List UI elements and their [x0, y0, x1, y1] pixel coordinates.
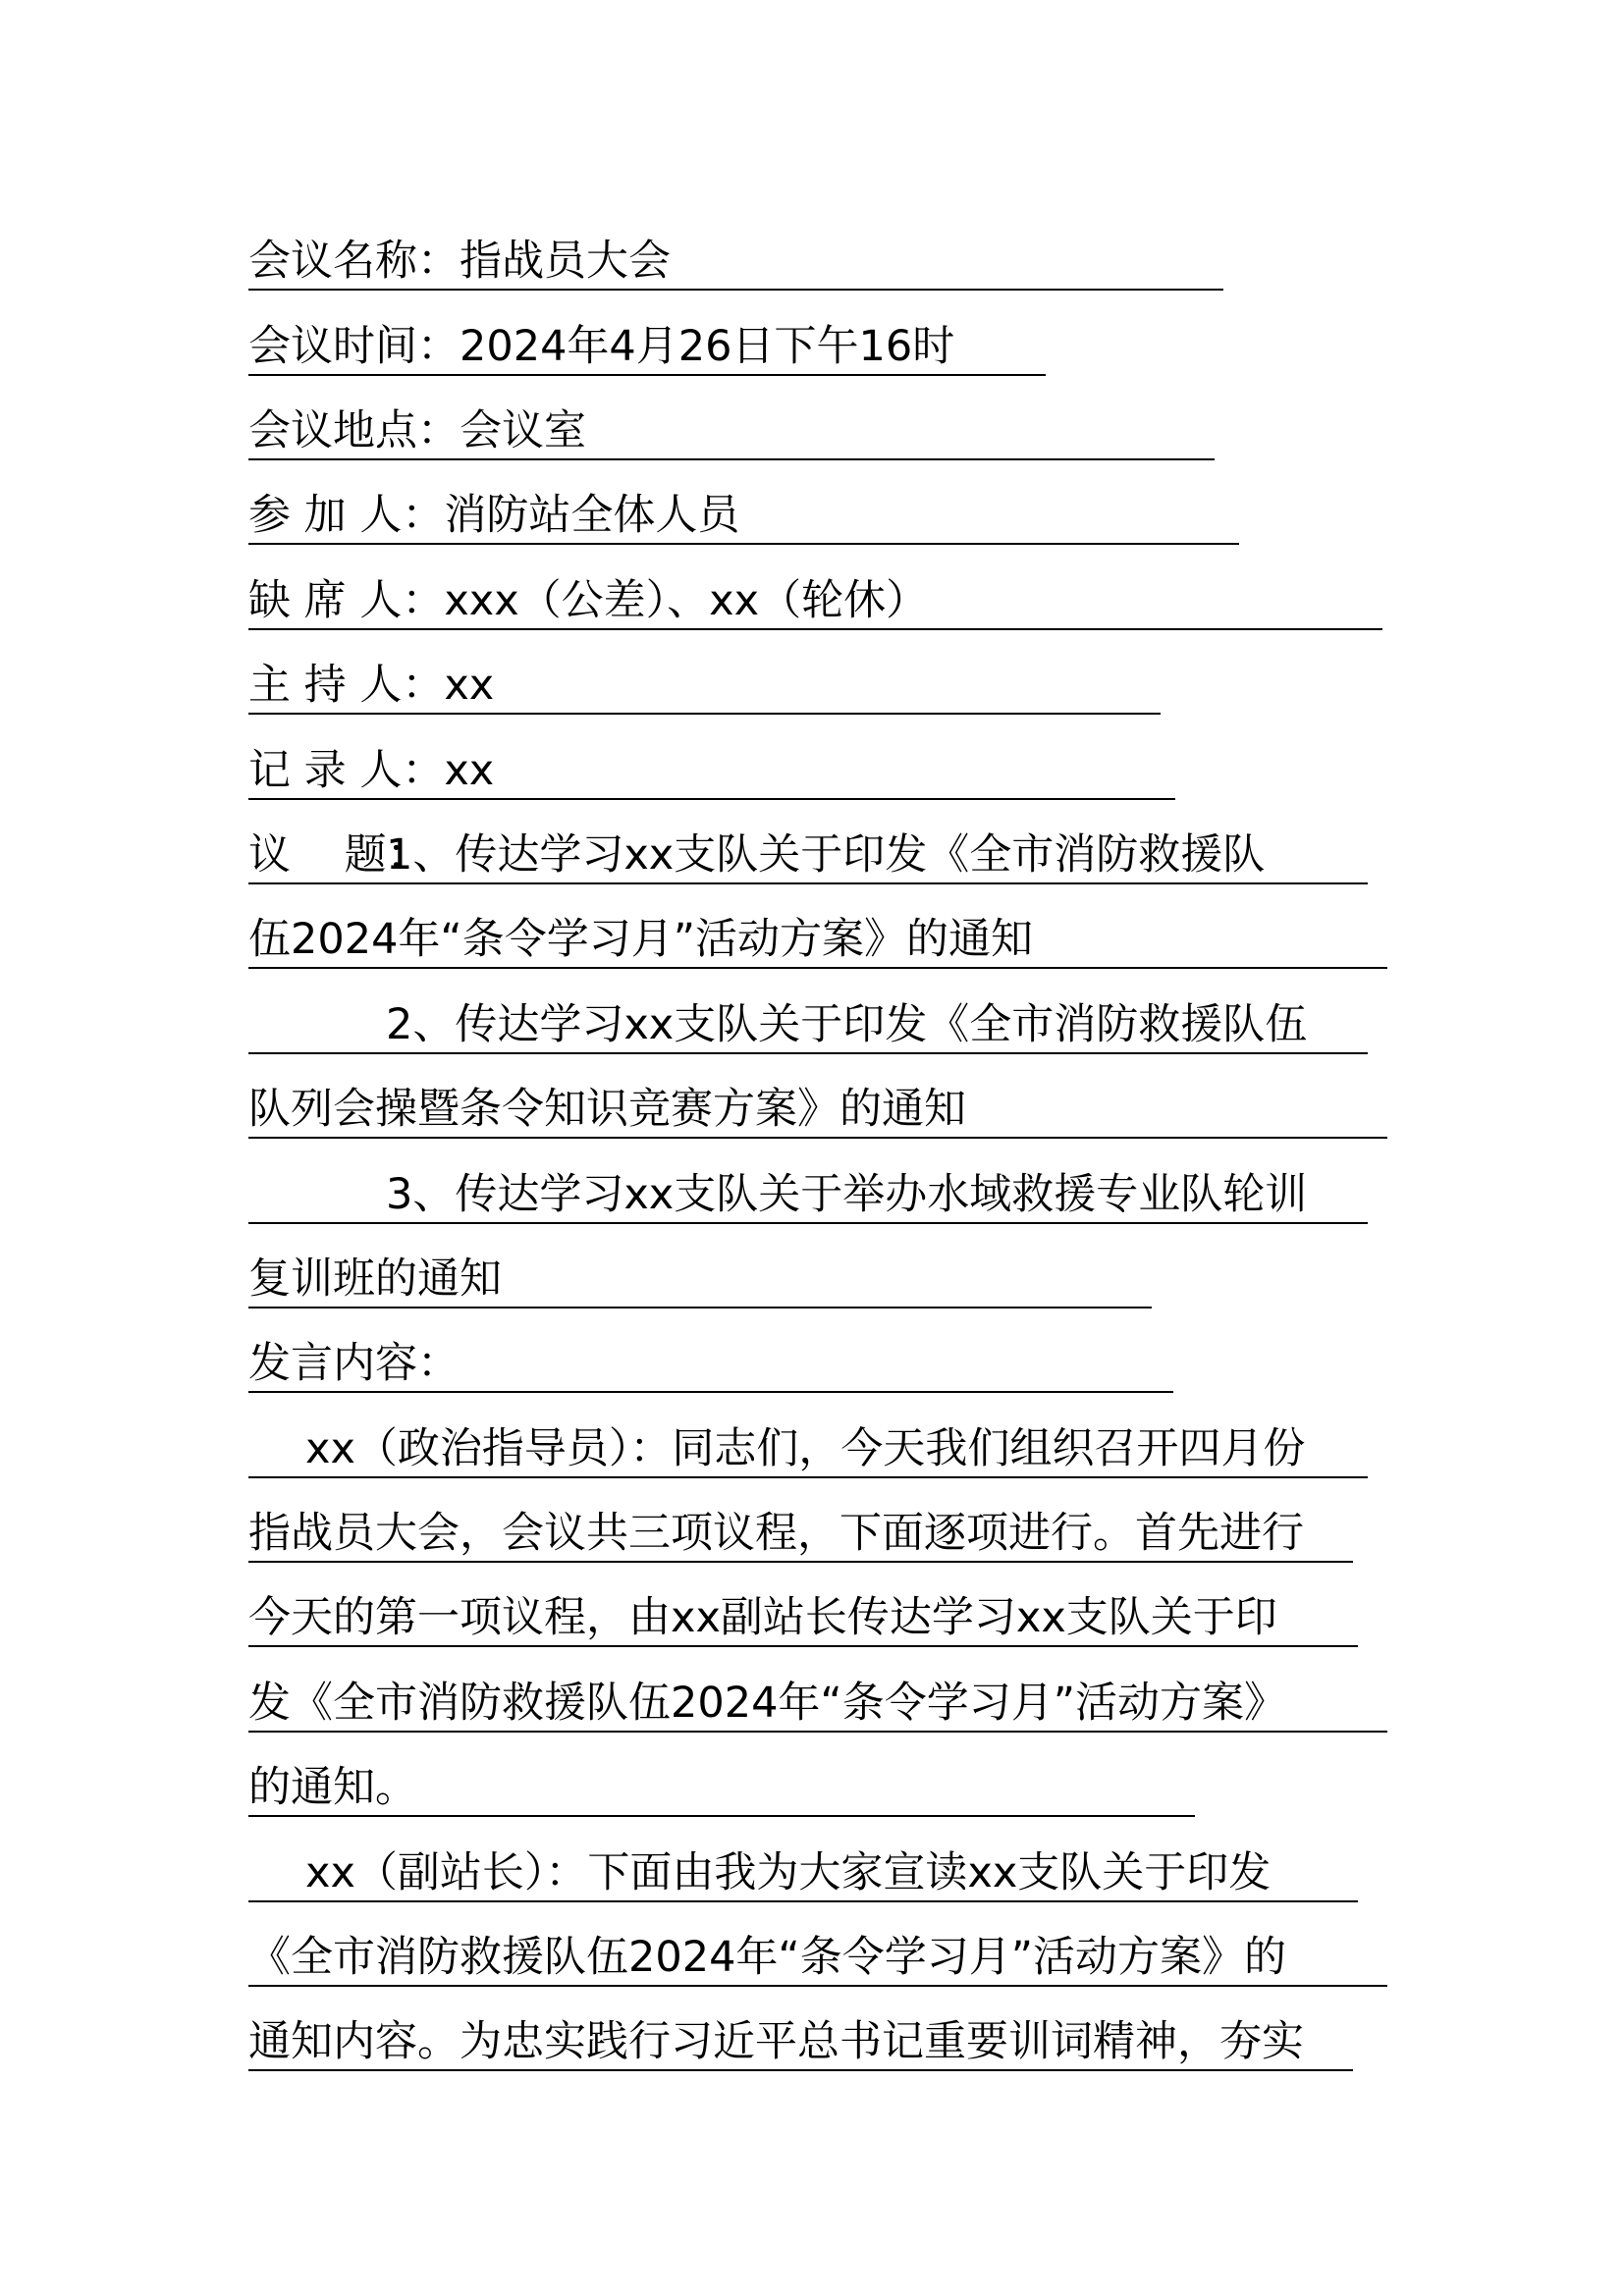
speech-p1-line-3	[248, 1588, 1358, 1647]
speech-p2-text-3: 通知内容。为忠实践行习近平总书记重要训词精神，夯实	[248, 2017, 1304, 2066]
meeting-time-line	[248, 317, 1046, 376]
speech-p1-line-4	[248, 1674, 1387, 1733]
attendees-line	[248, 486, 1239, 545]
speech-p1-line-2	[248, 1504, 1353, 1563]
agenda-item-1-text-1: 1、传达学习xx支队关于印发《全市消防救援队	[386, 830, 1266, 880]
host-line	[248, 656, 1161, 715]
agenda-item-2-text-1: 2、传达学习xx支队关于印发《全市消防救援队伍	[386, 1000, 1308, 1049]
absent-line	[248, 571, 1382, 630]
agenda-item-2-text-2: 队列会操暨条令知识竞赛方案》的通知	[248, 1085, 966, 1134]
host-label: 主 持 人：	[248, 661, 445, 710]
speech-p1-line-5	[248, 1758, 1195, 1817]
meeting-name-value: 指战员大会	[460, 237, 671, 286]
absent-label: 缺 席 人：	[248, 576, 445, 625]
speech-p2-line-3	[248, 2012, 1353, 2071]
agenda-label: 议 题：	[248, 830, 429, 880]
agenda-item-3-line-1	[248, 1165, 1368, 1224]
agenda-item-3-text-1: 3、传达学习xx支队关于举办水域救援专业队轮训	[386, 1170, 1308, 1219]
absent-value: xxx（公差）、xx（轮休）	[444, 576, 929, 625]
attendees-label: 参 加 人：	[248, 491, 445, 540]
speech-p1-text-1: xx（政治指导员）：同志们，今天我们组织召开四月份	[305, 1424, 1306, 1473]
speech-p1-text-5: 的通知。	[248, 1763, 417, 1812]
speech-p2-text-1: xx（副站长）：下面由我为大家宣读xx支队关于印发	[305, 1848, 1272, 1897]
recorder-value: xx	[444, 746, 495, 795]
agenda-item-3-text-2: 复训班的通知	[248, 1255, 502, 1304]
speech-p1-text-2: 指战员大会，会议共三项议程，下面逐项进行。首先进行	[248, 1509, 1304, 1558]
meeting-time-value: 2024年4月26日下午16时	[460, 322, 955, 371]
recorder-line	[248, 741, 1175, 800]
speech-p2-text-2: 《全市消防救援队伍2024年“条令学习月”活动方案》的	[248, 1933, 1286, 1982]
agenda-item-1-text-2: 伍2024年“条令学习月”活动方案》的通知	[248, 915, 1033, 964]
agenda-item-2-line-1	[248, 995, 1368, 1054]
meeting-name-line	[248, 232, 1223, 291]
meeting-place-label: 会议地点：	[248, 406, 460, 455]
recorder-label: 记 录 人：	[248, 746, 445, 795]
meeting-name-label: 会议名称：	[248, 237, 460, 286]
speech-p1-line-1	[248, 1419, 1368, 1478]
agenda-item-1-line-2	[248, 910, 1387, 969]
attendees-value: 消防站全体人员	[444, 491, 740, 540]
meeting-place-line	[248, 401, 1215, 460]
meeting-time-label: 会议时间：	[248, 322, 460, 371]
speech-label-line	[248, 1334, 1173, 1393]
speech-p2-line-1	[248, 1843, 1358, 1902]
agenda-item-3-line-2	[248, 1250, 1152, 1308]
agenda-item-2-line-2	[248, 1080, 1387, 1139]
speech-label: 发言内容：	[248, 1339, 460, 1388]
speech-p1-text-4: 发《全市消防救援队伍2024年“条令学习月”活动方案》	[248, 1679, 1286, 1728]
host-value: xx	[444, 661, 495, 710]
speech-p1-text-3: 今天的第一项议程，由xx副站长传达学习xx支队关于印	[248, 1593, 1277, 1642]
agenda-item-1-line-1	[248, 826, 1368, 884]
meeting-place-value: 会议室	[460, 406, 586, 455]
speech-p2-line-2	[248, 1928, 1387, 1987]
